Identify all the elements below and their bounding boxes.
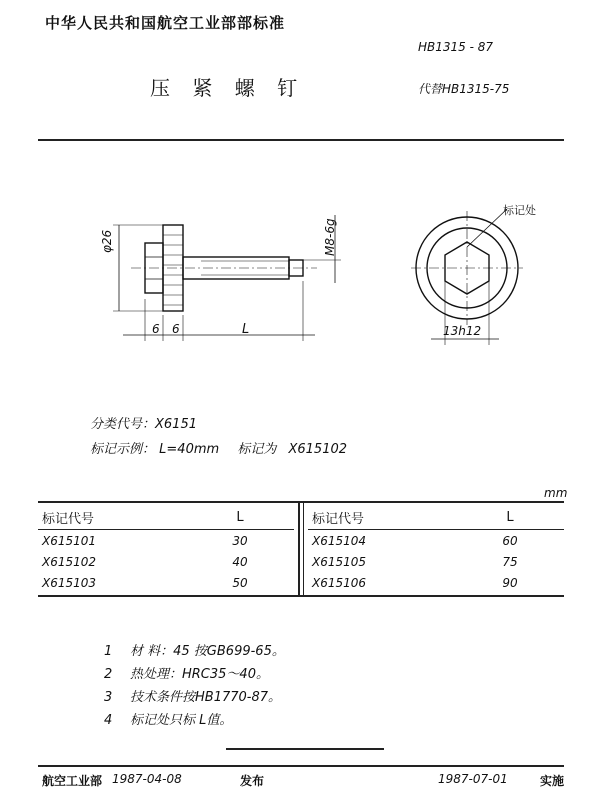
table-row	[38, 572, 294, 593]
footer-issue-date: 1987-04-08	[112, 772, 182, 786]
code-cell: X615103	[42, 575, 97, 590]
marking-example	[90, 438, 347, 457]
footer-effective-date: 1987-07-01	[438, 772, 508, 786]
note-text: 材 料：45 按GB699-65。	[130, 644, 285, 659]
dim-length: L	[242, 322, 250, 337]
note-num: 2	[104, 667, 113, 682]
note-1	[104, 640, 285, 659]
classification-code: 分类代号：X6151	[90, 417, 197, 432]
header-divider	[38, 139, 564, 141]
end-rule	[226, 748, 384, 750]
col-code-header: 标记代号	[312, 511, 365, 527]
note-num: 1	[104, 644, 113, 659]
length-cell: 50	[232, 575, 248, 590]
code-cell: X615102	[42, 554, 97, 569]
marking-example-length: L=40mm	[159, 442, 220, 457]
table-bottom-rule	[38, 595, 564, 597]
table-top-rule	[38, 501, 564, 503]
dim-hex: 13h12	[443, 324, 482, 338]
spec-table-right	[308, 505, 564, 593]
footer-effective-label: 实施	[540, 774, 565, 788]
org-title: 中华人民共和国航空工业部部标准	[45, 14, 286, 32]
standard-number: HB1315 - 87	[418, 40, 494, 54]
mark-location-label: 标记处	[503, 204, 536, 217]
table-row	[38, 551, 294, 572]
note-text: 技术条件按HB1770-87。	[130, 690, 282, 705]
col-l-header: L	[236, 509, 244, 525]
dim-diameter: φ26	[100, 229, 114, 253]
table-row	[308, 551, 564, 572]
code-cell: X615105	[312, 554, 367, 569]
footer-issue-label: 发布	[240, 774, 265, 788]
table-row	[38, 530, 294, 552]
page-title: 压 紧 螺 钉	[150, 76, 306, 100]
code-cell: X615106	[312, 575, 367, 590]
note-num: 3	[104, 690, 113, 705]
footer-divider	[38, 765, 564, 767]
note-num: 4	[104, 713, 113, 728]
length-cell: 40	[232, 554, 248, 569]
table-middle-divider-2	[303, 503, 304, 595]
note-4	[104, 709, 232, 728]
marking-example-label: 标记为	[237, 442, 277, 457]
marking-example-code: X615102	[288, 442, 348, 457]
note-2	[104, 663, 269, 682]
marking-example-prefix: 标记示例：	[90, 442, 156, 457]
table-row	[308, 530, 564, 552]
footer-issuer: 航空工业部	[42, 774, 103, 788]
length-cell: 30	[232, 533, 248, 548]
note-text: 标记处只标 L值。	[130, 713, 233, 728]
spec-table-left	[38, 505, 294, 593]
table-unit: mm	[544, 486, 568, 500]
note-text: 热处理：HRC35～40。	[130, 667, 269, 682]
replaces-standard: 代替HB1315-75	[418, 82, 510, 96]
dim-b2: 6	[172, 322, 180, 336]
dim-thread: M8-6g	[323, 218, 337, 256]
length-cell: 75	[502, 554, 518, 569]
col-code-header: 标记代号	[42, 511, 95, 527]
code-cell: X615104	[312, 533, 367, 548]
table-row	[308, 572, 564, 593]
code-cell: X615101	[42, 533, 97, 548]
col-l-header: L	[506, 509, 514, 525]
note-3	[104, 686, 281, 705]
length-cell: 90	[502, 575, 518, 590]
table-middle-divider	[298, 503, 300, 595]
length-cell: 60	[502, 533, 518, 548]
dim-b1: 6	[152, 322, 160, 336]
